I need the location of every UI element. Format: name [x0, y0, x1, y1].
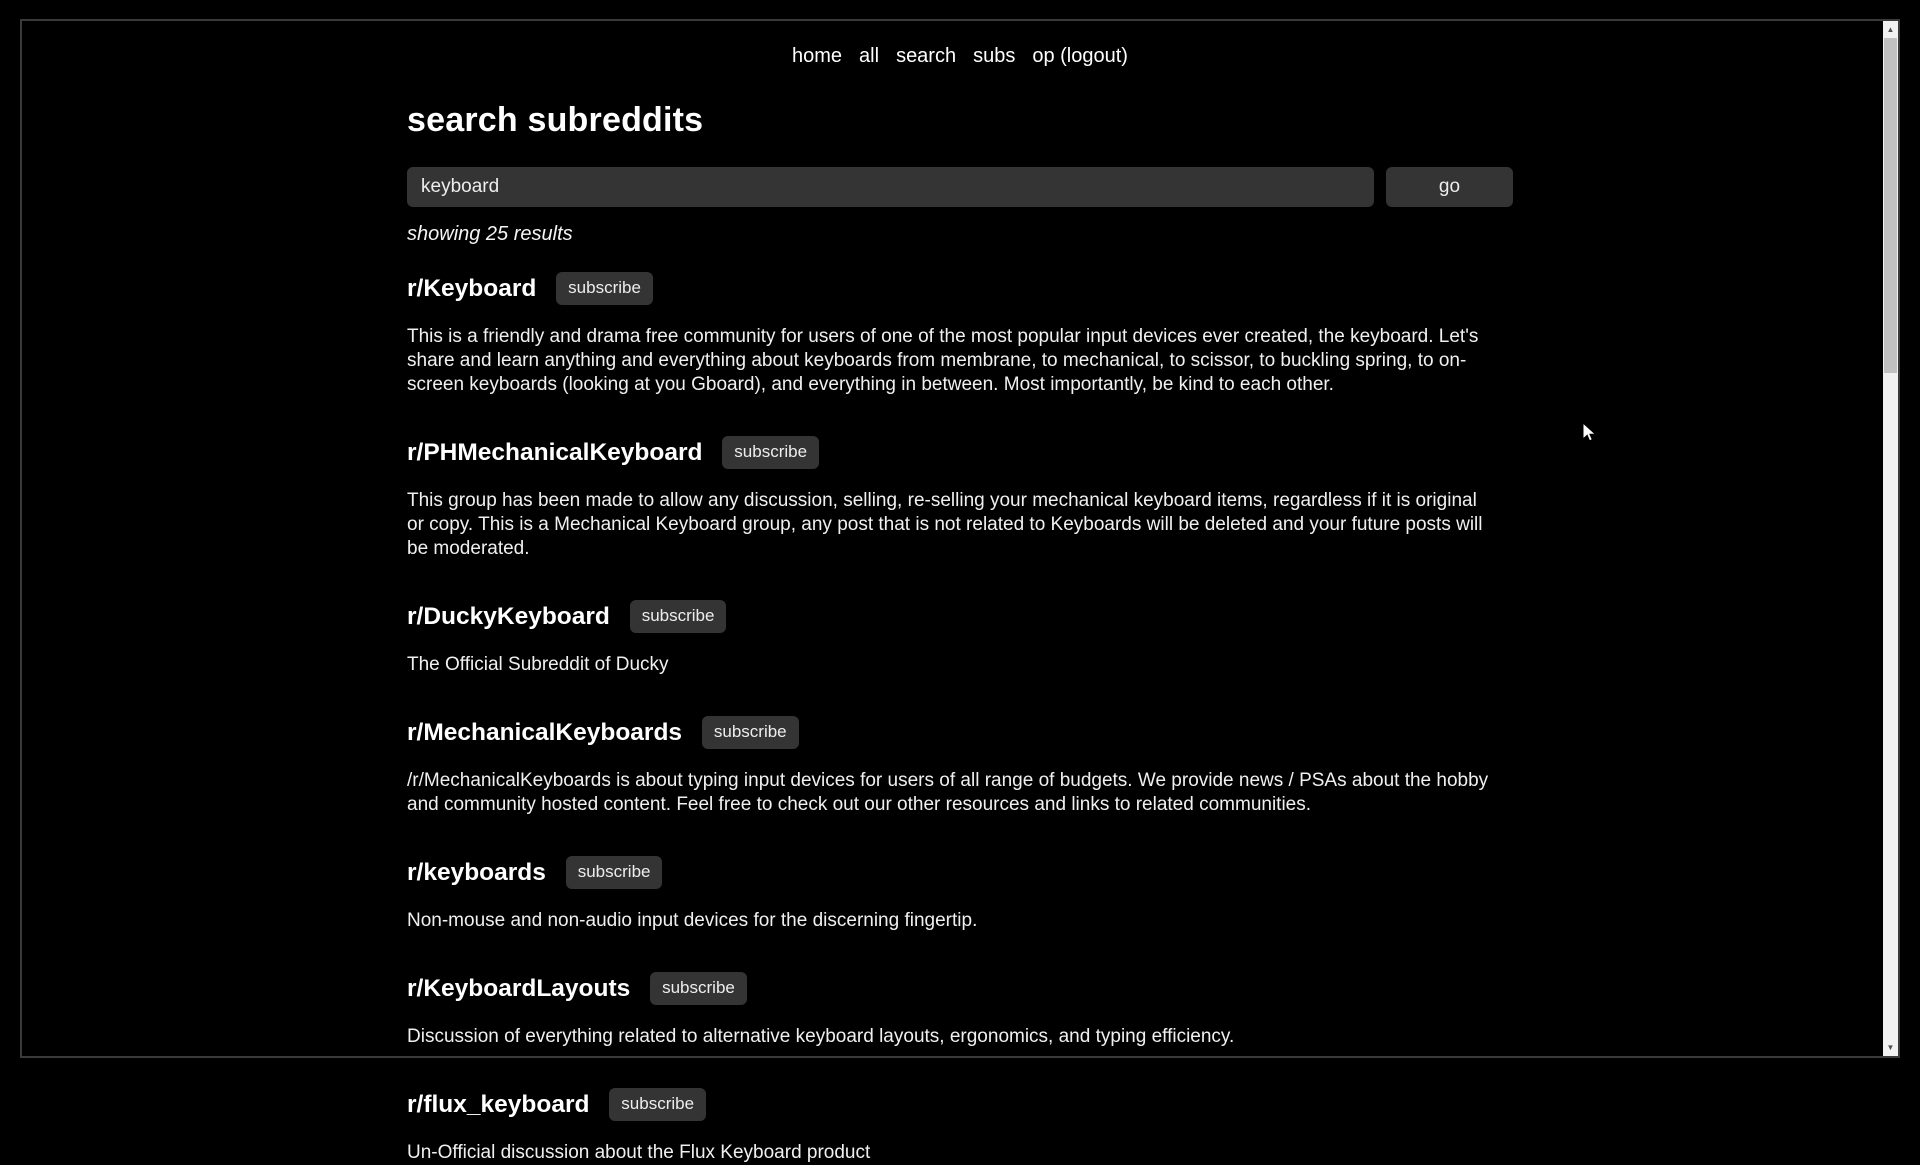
subreddit-heading: [407, 600, 1513, 633]
subscribe-button[interactable]: subscribe: [702, 716, 799, 749]
subreddit-name[interactable]: r/Keyboard: [407, 275, 537, 302]
scrollbar-down-icon[interactable]: ▼: [1886, 1043, 1895, 1052]
app-window: [20, 19, 1900, 1163]
top-navigation: [407, 45, 1513, 68]
subreddit-description: This group has been made to allow any discussion, selling, re-selling your mechanical keyboard items, regardless if it is original or copy. This is a Mechanical Keyboard group, any post that is not related to Keyboards will be deleted and your future posts will be moderated.: [407, 490, 1483, 559]
nav-all-link[interactable]: all: [859, 45, 880, 67]
page-title: search subreddits: [407, 101, 704, 139]
subreddit-heading: [407, 272, 1513, 305]
main-content: [407, 21, 1513, 1165]
search-form: [407, 167, 1513, 207]
subreddit-name[interactable]: r/KeyboardLayouts: [407, 975, 631, 1002]
subscribe-button[interactable]: subscribe: [556, 272, 653, 305]
go-button[interactable]: go: [1386, 167, 1513, 207]
subscribe-button[interactable]: subscribe: [609, 1088, 706, 1121]
subreddit-result: [407, 1088, 1513, 1165]
subreddit-name[interactable]: r/keyboards: [407, 859, 546, 886]
nav-search-link[interactable]: search: [896, 45, 957, 67]
subreddit-result: [407, 436, 1513, 561]
subreddit-result: [407, 600, 1513, 677]
nav-home-link[interactable]: home: [792, 45, 843, 67]
subreddit-heading: [407, 856, 1513, 889]
subscribe-button[interactable]: subscribe: [722, 436, 819, 469]
subreddit-description: The Official Subreddit of Ducky: [407, 654, 669, 675]
subreddit-result: [407, 856, 1513, 933]
scrollbar-up-icon[interactable]: ▲: [1886, 25, 1895, 34]
scrollbar[interactable]: [1883, 21, 1898, 1056]
subreddit-description: Discussion of everything related to alternative keyboard layouts, ergonomics, and typing efficiency.: [407, 1026, 1235, 1047]
subreddit-heading: [407, 972, 1513, 1005]
subreddit-description: This is a friendly and drama free community for users of one of the most popular input devices ever created, the keyboard. Let's share and learn anything and everything about keyboards from membrane, to mechanical, to scissor, to buckling spring, to on-screen keyboards (looking at you Gboard), and everything in between. Most importantly, be kind to each other.: [407, 326, 1479, 395]
subreddit-description: Non-mouse and non-audio input devices for the discerning fingertip.: [407, 910, 978, 931]
subreddit-result: [407, 972, 1513, 1049]
subreddit-result: [407, 716, 1513, 817]
subreddit-heading: [407, 1088, 1513, 1121]
nav-logout-link[interactable]: op (logout): [1032, 45, 1128, 67]
subreddit-name[interactable]: r/DuckyKeyboard: [407, 603, 610, 630]
scrollbar-thumb[interactable]: [1884, 38, 1897, 373]
subreddit-name[interactable]: r/PHMechanicalKeyboard: [407, 439, 703, 466]
subscribe-button[interactable]: subscribe: [650, 972, 747, 1005]
results-summary: showing 25 results: [407, 223, 573, 245]
results-list: [407, 272, 1513, 1165]
subreddit-heading: [407, 436, 1513, 469]
nav-subs-link[interactable]: subs: [973, 45, 1016, 67]
subreddit-name[interactable]: r/flux_keyboard: [407, 1091, 590, 1118]
subreddit-name[interactable]: r/MechanicalKeyboards: [407, 719, 683, 746]
subreddit-heading: [407, 716, 1513, 749]
subreddit-result: [407, 272, 1513, 397]
subreddit-description: Un-Official discussion about the Flux Keyboard product: [407, 1142, 871, 1163]
subscribe-button[interactable]: subscribe: [630, 600, 727, 633]
search-input[interactable]: [407, 167, 1374, 207]
subreddit-description: /r/MechanicalKeyboards is about typing input devices for users of all range of budgets. We provide news / PSAs about the hobby and community hosted content. Feel free to check out our other resources and links to related communities.: [407, 770, 1489, 815]
subscribe-button[interactable]: subscribe: [566, 856, 663, 889]
